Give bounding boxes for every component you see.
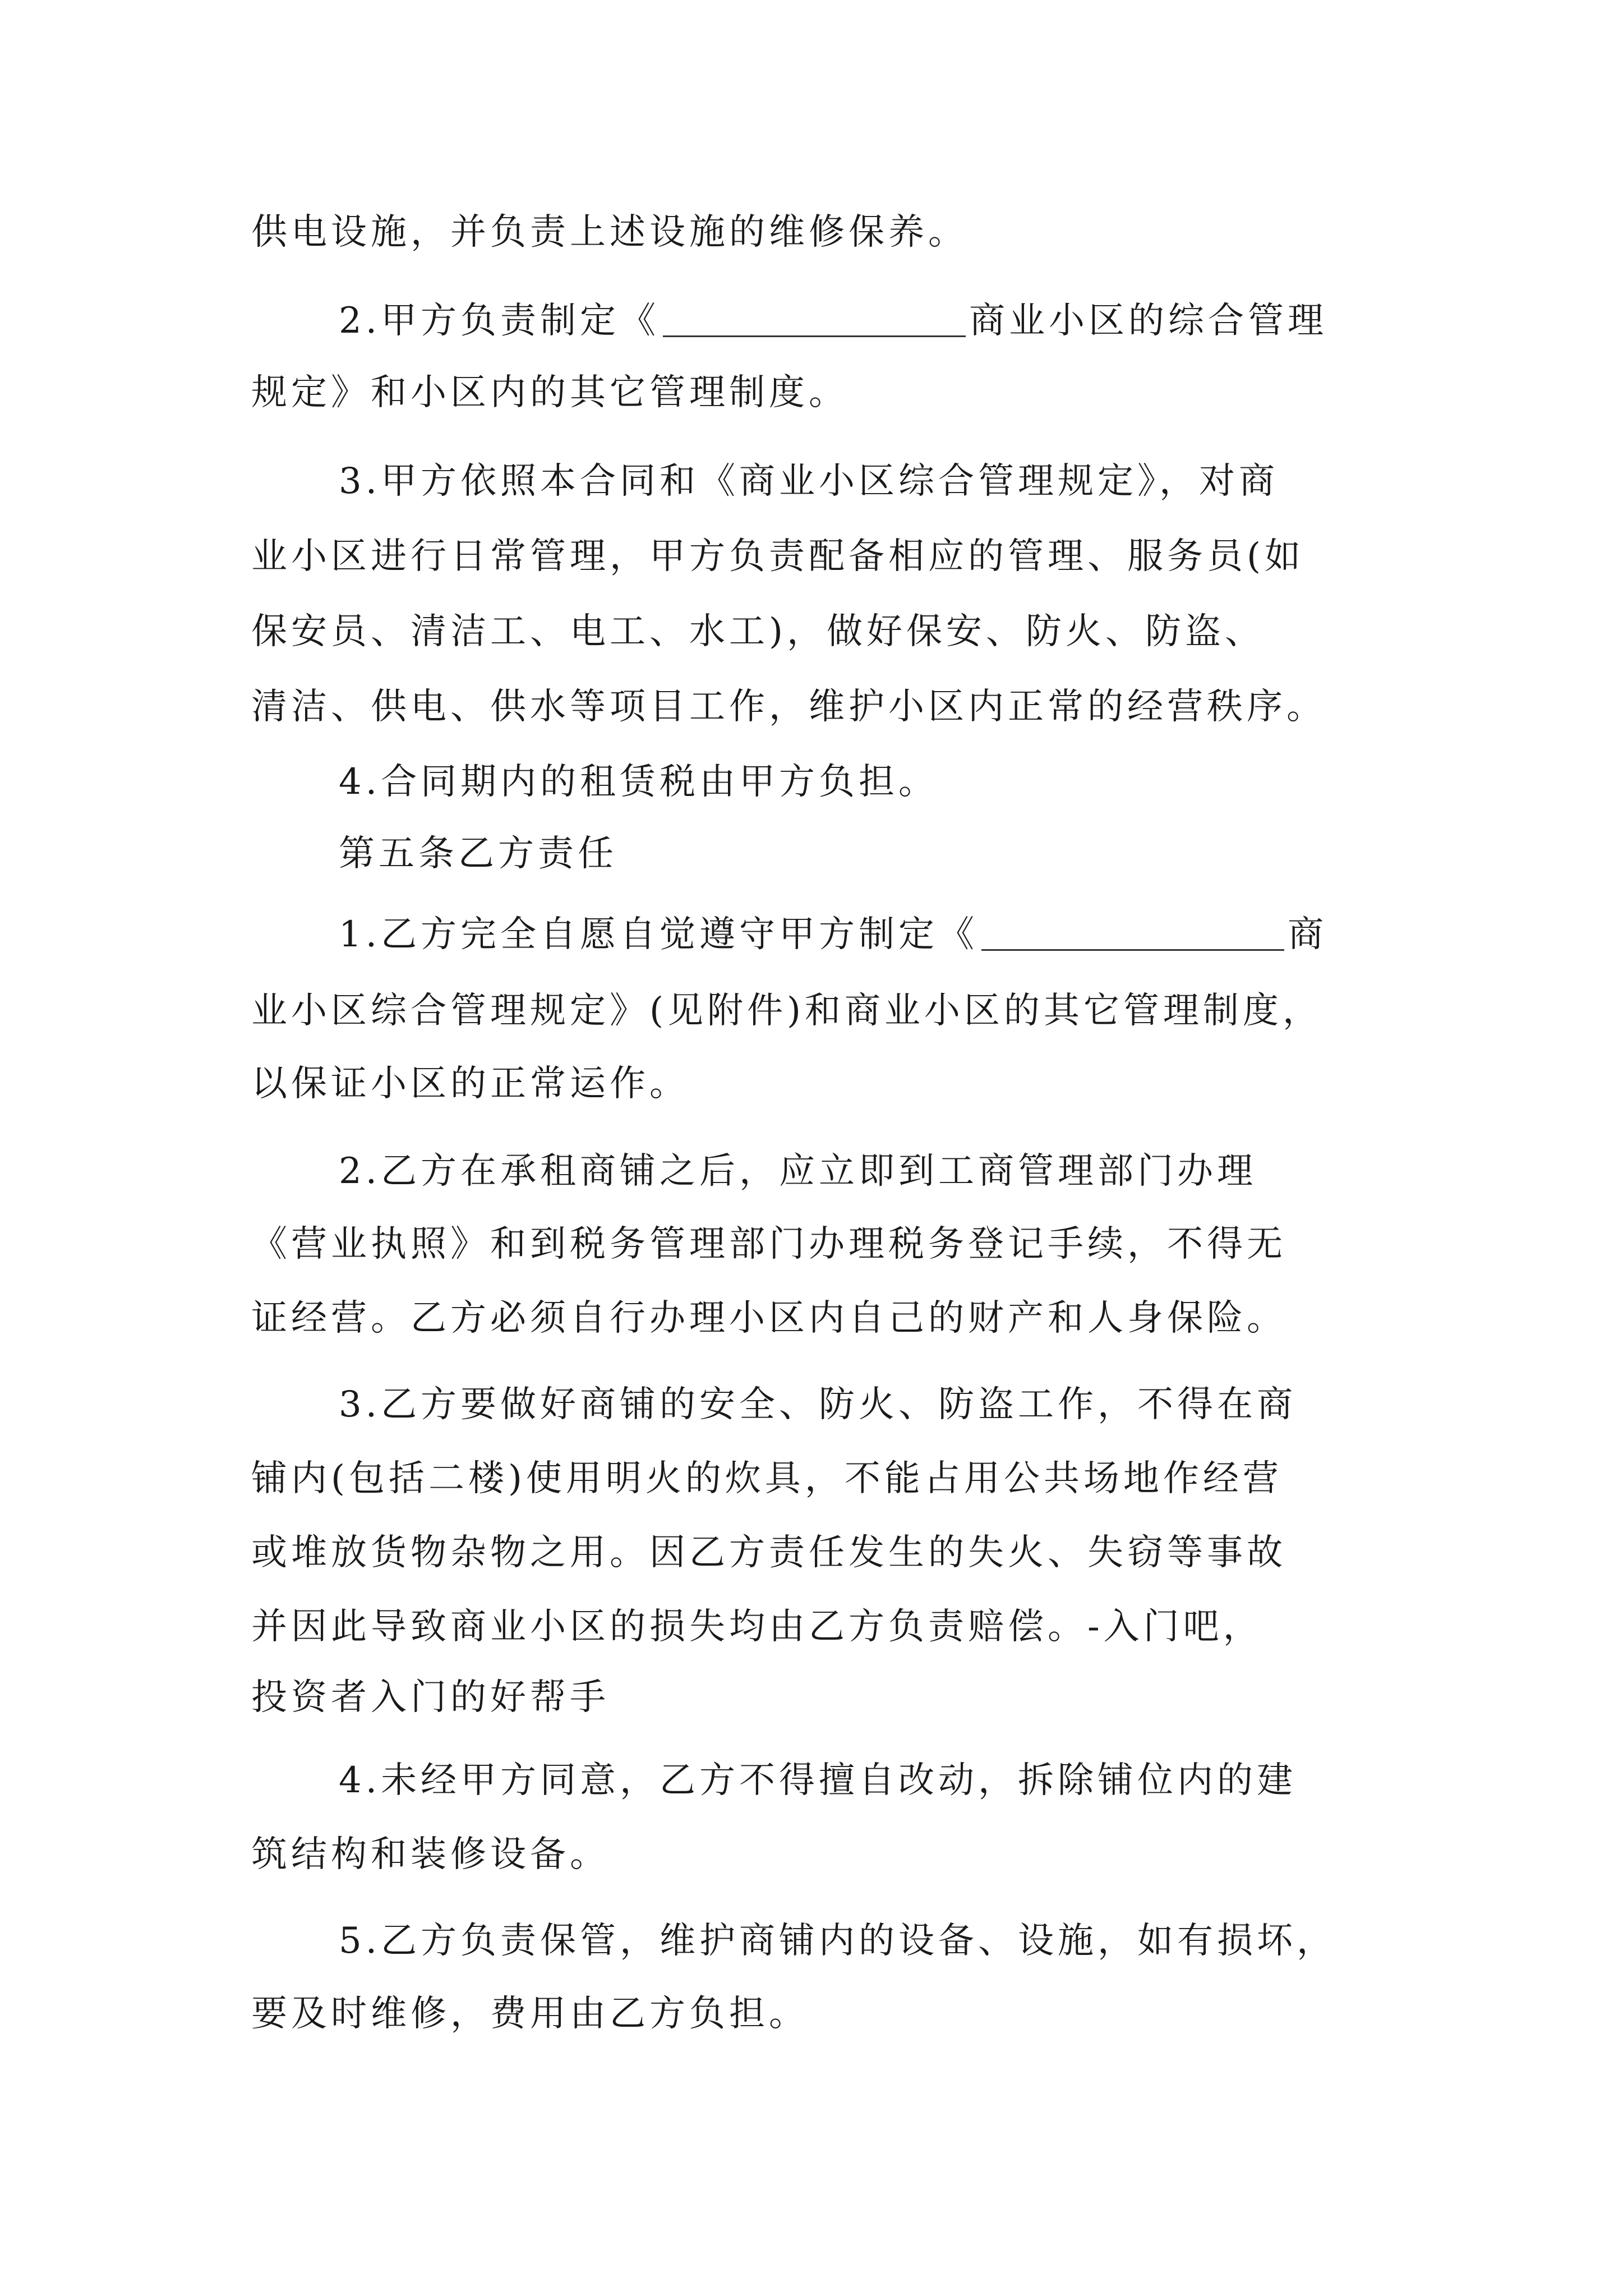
text-line: 业小区综合管理规定》(见附件)和商业小区的其它管理制度， [251,990,1322,1032]
text-line: 并因此导致商业小区的损失均由乙方负责赔偿。-入门吧， [251,1606,1263,1648]
text-line [339,907,1327,963]
text-line [339,293,1327,349]
text-segment: 商 [1288,914,1328,955]
text-line: 《营业执照》和到税务管理部门办理税务登记手续，不得无 [251,1223,1287,1265]
text-line: 保安员、清洁工、电工、水工)，做好保安、防火、防盗、 [251,611,1265,652]
text-segment: 商业小区的综合管理 [969,300,1328,342]
fill-in-blank [663,300,966,337]
text-line: 4.合同期内的租赁税由甲方负担。 [339,761,939,803]
text-line: 4.未经甲方同意，乙方不得擅自改动，拆除铺位内的建 [339,1760,1297,1801]
text-segment: 1.乙方完全自愿自觉遵守甲方制定《 [339,914,979,955]
text-line: 规定》和小区内的其它管理制度。 [251,372,849,413]
text-line: 投资者入门的好帮手 [251,1677,610,1718]
text-line: 业小区进行日常管理，甲方负责配备相应的管理、服务员(如 [251,536,1304,577]
text-line: 2.乙方在承租商铺之后，应立即到工商管理部门办理 [339,1151,1257,1192]
section-heading: 第五条乙方责任 [339,833,617,875]
text-line: 5.乙方负责保管，维护商铺内的设备、设施，如有损坏， [339,1920,1337,1962]
text-line: 铺内(包括二楼)使用明火的炊具，不能占用公共场地作经营 [251,1458,1283,1499]
text-line: 3.乙方要做好商铺的安全、防火、防盗工作，不得在商 [339,1384,1297,1425]
text-line: 筑结构和装修设备。 [251,1834,610,1875]
text-line: 以保证小区的正常运作。 [251,1063,689,1105]
text-line: 或堆放货物杂物之用。因乙方责任发生的失火、失窃等事故 [251,1532,1287,1573]
text-line: 要及时维修，费用由乙方负担。 [251,1993,809,2035]
text-line: 供电设施，并负责上述设施的维修保养。 [251,211,968,253]
text-line: 证经营。乙方必须自行办理小区内自己的财产和人身保险。 [251,1297,1287,1339]
text-line: 3.甲方依照本合同和《商业小区综合管理规定》，对商 [339,461,1279,502]
fill-in-blank [981,913,1284,951]
text-segment: 2.甲方负责制定《 [339,300,660,342]
text-line: 清洁、供电、供水等项目工作，维护小区内正常的经营秩序。 [251,686,1326,728]
